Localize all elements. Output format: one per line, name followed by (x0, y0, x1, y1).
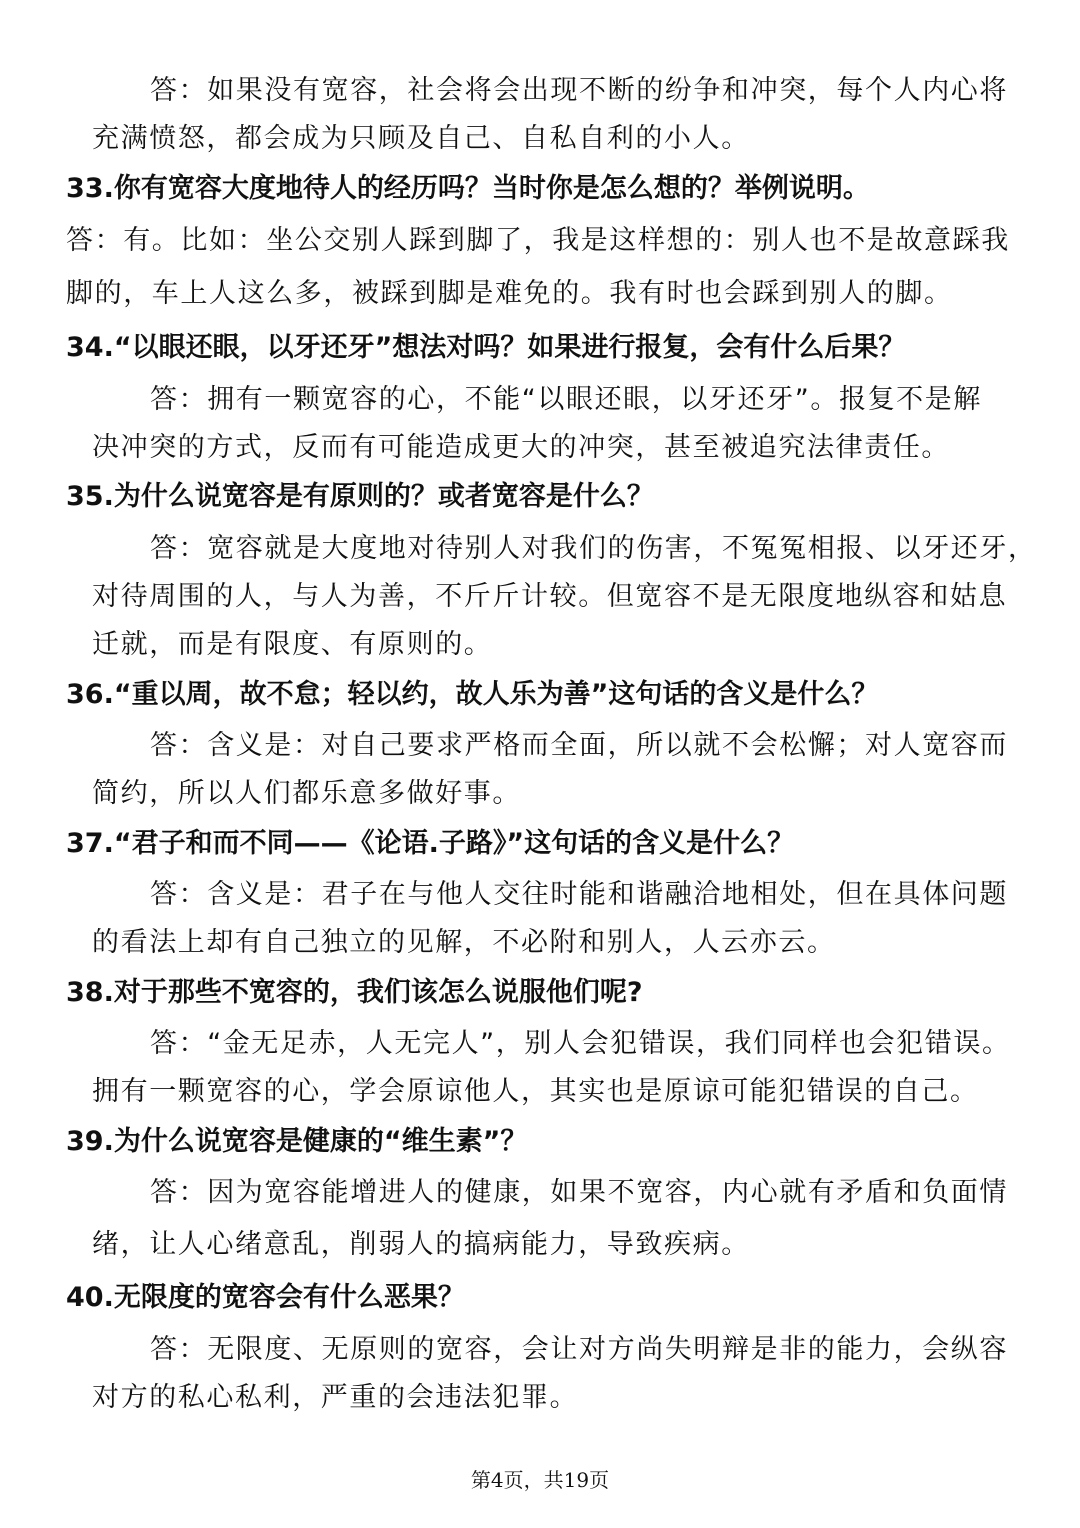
answer-38-line-2: 拥有一颗宽容的心，学会原谅他人，其实也是原谅可能犯错误的自己。 (92, 1076, 979, 1107)
answer-38-line-1: 答：“金无足赤，人无完人”，别人会犯错误，我们同样也会犯错误。 (150, 1028, 1011, 1059)
answer-34-line-1: 答：拥有一颗宽容的心，不能“以眼还眼，以牙还牙”。报复不是解 (150, 384, 982, 415)
question-34: 34.“以眼还眼，以牙还牙”想法对吗？如果进行报复，会有什么后果？ (66, 332, 906, 363)
answer-40-line-1: 答：无限度、无原则的宽容，会让对方尚失明辩是非的能力，会纵容 (150, 1334, 1008, 1365)
page-number-footer: 第4页，共19页 (470, 1468, 610, 1492)
question-35: 35.为什么说宽容是有原则的？或者宽容是什么？ (66, 481, 654, 512)
answer-33-line-1: 答：有。比如：坐公交别人踩到脚了，我是这样想的：别人也不是故意踩我 (66, 225, 1010, 256)
answer-39-line-1: 答：因为宽容能增进人的健康，如果不宽容，内心就有矛盾和负面情 (150, 1177, 1008, 1208)
answer-36-line-2: 简约，所以人们都乐意多做好事。 (92, 778, 521, 809)
question-40: 40.无限度的宽容会有什么恶果？ (66, 1282, 465, 1313)
question-36: 36.“重以周，故不怠；轻以约，故人乐为善”这句话的含义是什么？ (66, 679, 879, 710)
answer-34-line-2: 决冲突的方式，反而有可能造成更大的冲突，甚至被追究法律责任。 (92, 432, 950, 463)
answer-32-line-2: 充满愤怒，都会成为只顾及自己、自私自利的小人。 (92, 123, 750, 154)
question-39: 39.为什么说宽容是健康的“维生素”？ (66, 1126, 528, 1157)
answer-37-line-2: 的看法上却有自己独立的见解，不必附和别人，人云亦云。 (92, 927, 836, 958)
answer-37-line-1: 答：含义是：君子在与他人交往时能和谐融洽地相处，但在具体问题 (150, 879, 1008, 910)
answer-32-line-1: 答：如果没有宽容，社会将会出现不断的纷争和冲突，每个人内心将 (150, 75, 1008, 106)
question-33: 33.你有宽容大度地待人的经历吗？当时你是怎么想的？举例说明。 (66, 173, 870, 204)
answer-36-line-1: 答：含义是：对自己要求严格而全面，所以就不会松懈；对人宽容而 (150, 730, 1008, 761)
question-37: 37.“君子和而不同——《论语.子路》”这句话的含义是什么？ (66, 828, 795, 859)
answer-35-line-3: 迁就，而是有限度、有原则的。 (92, 629, 493, 660)
answer-35-line-2: 对待周围的人，与人为善，不斤斤计较。但宽容不是无限度地纵容和姑息 (92, 581, 1008, 612)
answer-40-line-2: 对方的私心私利，严重的会违法犯罪。 (92, 1382, 579, 1413)
answer-35-line-1: 答：宽容就是大度地对待别人对我们的伤害，不冤冤相报、以牙还牙， (150, 533, 1037, 564)
answer-39-line-2: 绪，让人心绪意乱，削弱人的搞病能力，导致疾病。 (92, 1229, 750, 1260)
answer-33-line-2: 脚的，车上人这么多，被踩到脚是难免的。我有时也会踩到别人的脚。 (66, 278, 953, 309)
question-38: 38.对于那些不宽容的，我们该怎么说服他们呢? (66, 977, 643, 1008)
